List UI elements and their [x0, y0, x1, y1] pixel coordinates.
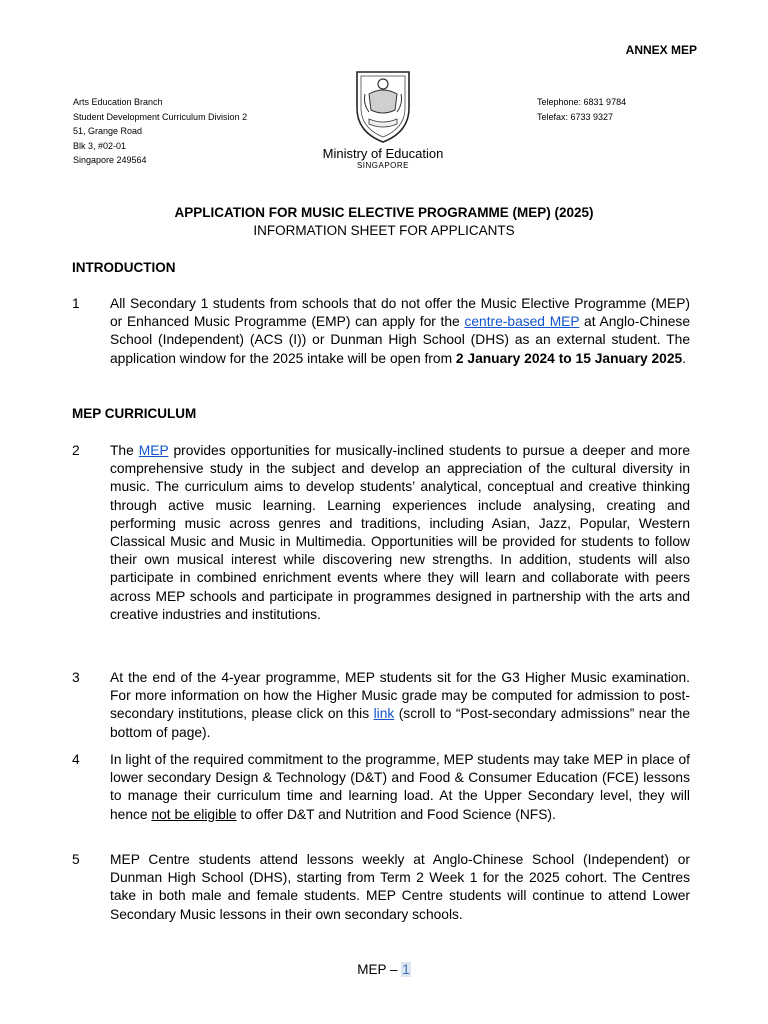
page-number: 1	[402, 962, 410, 977]
address-line: Student Development Curriculum Division 2	[73, 111, 248, 122]
paragraph-1	[110, 295, 690, 368]
telefax: Telefax: 6733 9327	[537, 111, 614, 122]
p4-text-a: In light of the required commitment to the programme, MEP students may take MEP in place of lower secondary Design & Technology (D&T) and Food & Consumer Education (FCE) lessons to manage their curriculum time and learning load. At the Upper Secondary level, they will hence	[110, 752, 690, 822]
paragraph-number: 3	[72, 670, 80, 685]
paragraph-5: MEP Centre students attend lessons weekly at Anglo-Chinese School (Independent) or Dunman High School (DHS), starting from Term 2 Week 1 for the 2025 cohort. The Centres take in both male and female students. MEP Centre students will continue to attend Lower Secondary Music lessons in their own secondary schools.	[110, 852, 690, 922]
p1-text-c: .	[682, 350, 687, 366]
mep-link[interactable]: MEP	[138, 443, 169, 458]
paragraph-number: 4	[72, 752, 80, 767]
p1-text-b: at Anglo-Chinese School (Independent) (ACS (I)) or Dunman High School (DHS) as an external student. The application window for the 2025 intake will be open from	[110, 314, 690, 366]
address-line: Blk 3, #02-01	[73, 140, 127, 151]
p2-text-b: provides opportunities for musically-inclined students to pursue a deeper and more comprehensive study in the subject and develop an appreciation of the cultural diversity in music. The curriculum aims to develop students’ analytical, conceptual and creative thinking through active music learning. Learning experiences include analysing, creating and performing music across genres and traditions, including Asian, Jazz, Popular, Western Classical Music and Music in Multimedia. Opportunities will be provided for students to follow their own musical interest while discovering new strengths. In addition, students will also participate in combined enrichment events where they will learn and collaborate with peers across MEP schools and participate in programmes designed in partnership with the arts and creative industries and institutions.	[110, 443, 690, 622]
p4-text-b: to offer D&T and Nutrition and Food Science (NFS).	[236, 806, 556, 822]
address-line: Arts Education Branch	[73, 97, 163, 107]
p2-text-a: The	[110, 443, 139, 458]
paragraph-4	[110, 751, 690, 824]
paragraph-number: 1	[72, 296, 80, 311]
p3-text-a: At the end of the 4-year programme, MEP students sit for the G3 Higher Music examination. For more information on how the Higher Music grade may be computed for admission to post-secondary institutions, please click on this	[110, 670, 690, 722]
moe-name: Ministry of Education	[322, 146, 444, 161]
document-subtitle: INFORMATION SHEET FOR APPLICANTS	[253, 223, 515, 238]
sender-address	[73, 95, 247, 168]
coat-of-arms-icon	[347, 64, 419, 144]
paragraph-number: 5	[72, 852, 80, 867]
address-line: Singapore 249564	[73, 155, 147, 165]
section-heading-introduction: INTRODUCTION	[72, 260, 176, 275]
footer-label: MEP –	[357, 962, 402, 977]
contact-info	[537, 95, 626, 124]
moe-country: SINGAPORE	[356, 161, 410, 170]
paragraph-2	[110, 442, 690, 624]
page-footer	[0, 962, 768, 977]
paragraph-number: 2	[72, 443, 80, 458]
centre-based-mep-link[interactable]: centre-based MEP	[464, 314, 580, 330]
address-line: 51, Grange Road	[73, 126, 143, 136]
section-heading-curriculum: MEP CURRICULUM	[72, 406, 197, 421]
post-secondary-link[interactable]: link	[373, 706, 395, 722]
annex-label: ANNEX MEP	[625, 43, 697, 57]
p1-text-a: All Secondary 1 students from schools that do not offer the Music Elective Programme (MEP) or Enhanced Music Programme (EMP) can apply for the	[110, 296, 690, 330]
paragraph-3	[110, 669, 690, 742]
not-eligible-text: not be eligible	[151, 806, 237, 822]
telephone: Telephone: 6831 9784	[537, 97, 627, 107]
application-window-dates: 2 January 2024 to 15 January 2025	[455, 350, 683, 366]
p3-text-b: (scroll to “Post-secondary admissions” near the bottom of page).	[110, 706, 690, 740]
moe-logo	[311, 64, 455, 180]
document-title: APPLICATION FOR MUSIC ELECTIVE PROGRAMME (MEP) (2025)	[174, 205, 594, 220]
